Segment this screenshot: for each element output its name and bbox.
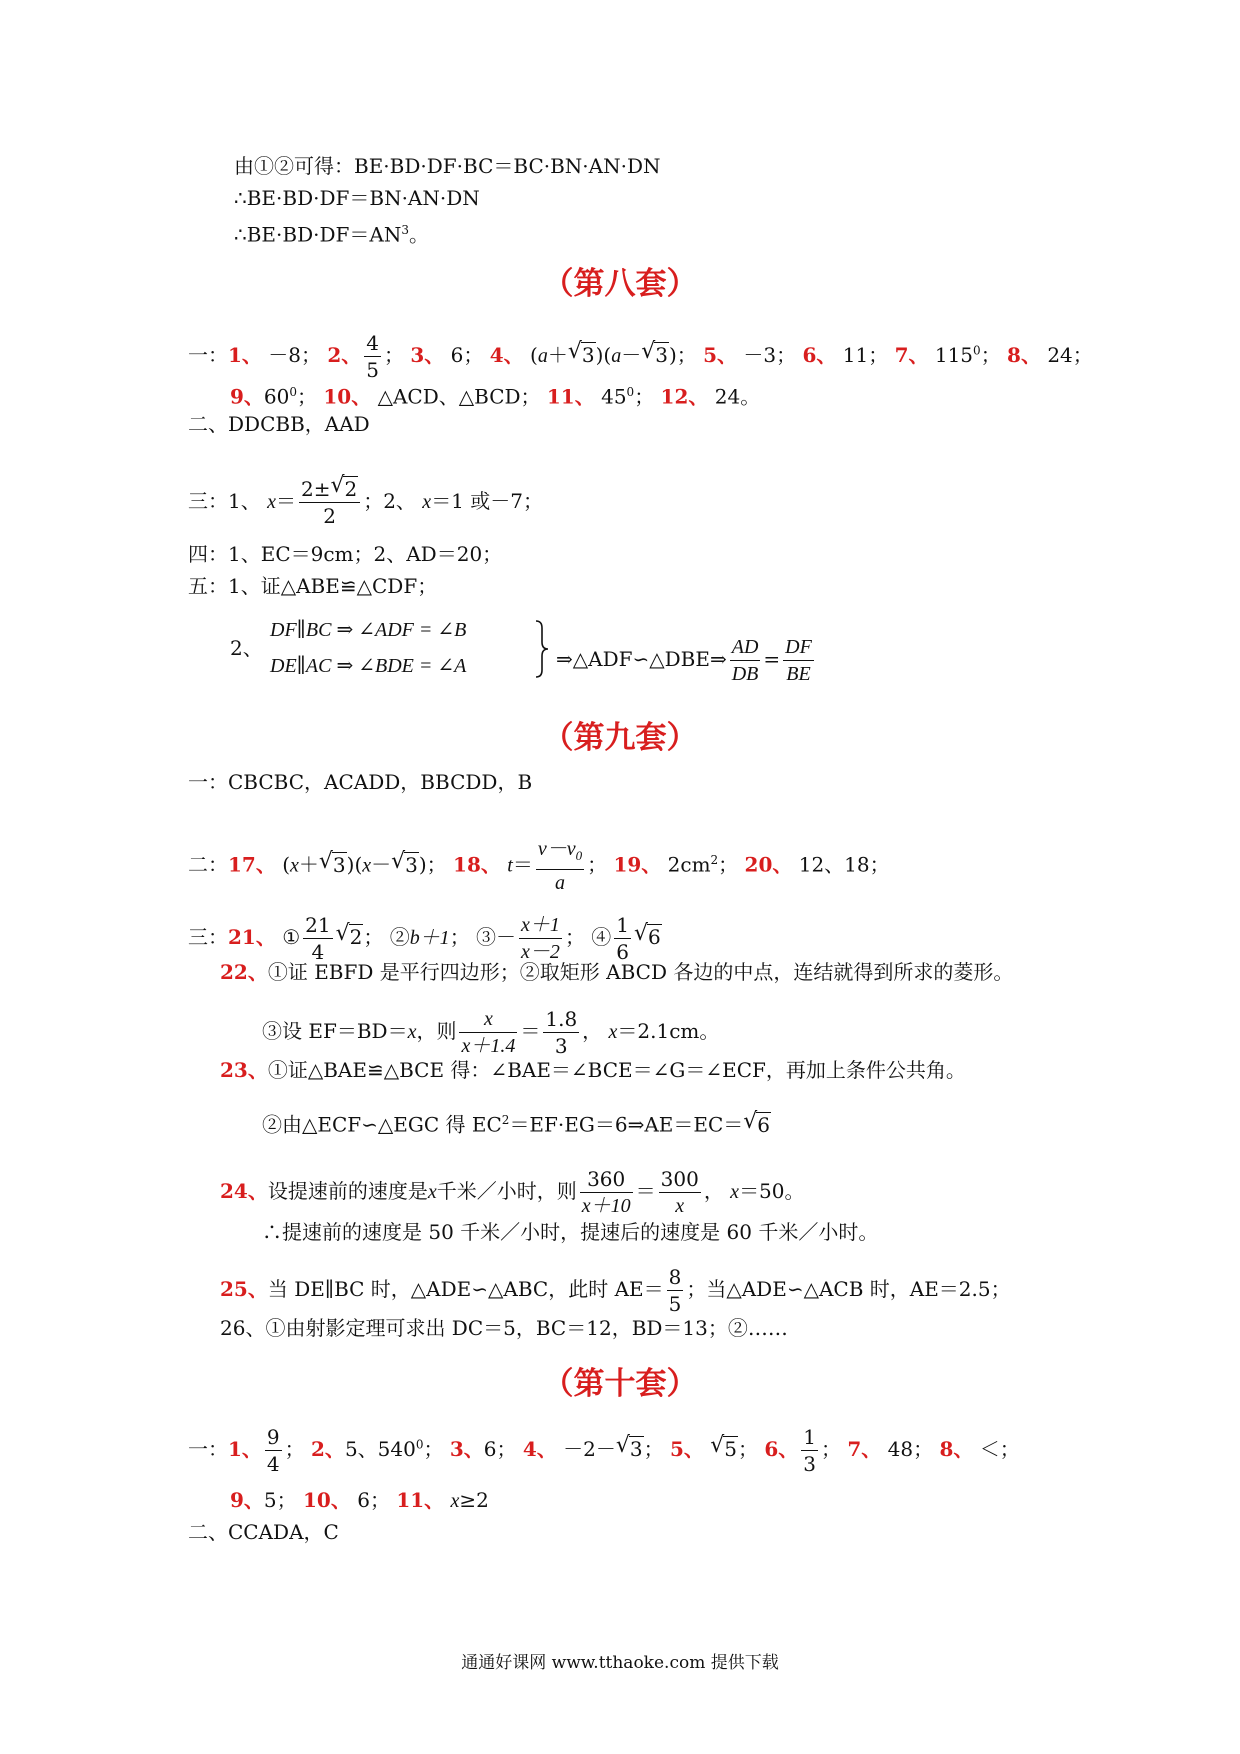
set-8-part-1-line-2: 9、$60^0$； 10、 △ACD、△BCD； 11、 $45^0$； 12、 24。: [230, 384, 761, 409]
set-8-title: （第八套）: [542, 266, 698, 302]
set-9-part-2: 二：17、 (x＋√ 3)(x－√ 3)； 18、 t＝ $\frac{v-v_0}{a}$ ； 19、 $2cm^2$； 20、 12、18；: [188, 836, 890, 896]
radical: √ 6: [743, 1111, 771, 1139]
set-8-part-2: 二、DDCBB，AAD: [188, 412, 370, 436]
similar-triangle-conclusion: ⇒△ADF∽△DBE⇒ $\frac{AD}{DB}$ = $\frac{DF}{BE}$: [556, 636, 812, 685]
set-9-question-24-line-2: ∴提速前的速度是 50 千米／小时，提速后的速度是 60 千米／小时。: [262, 1220, 879, 1244]
set-10-part-1-line-2: 9、5； 10、 6； 11、 x≥2: [230, 1488, 489, 1512]
set-9-title: （第九套）: [542, 720, 698, 756]
proof-line-1: 由①②可得：BE·BD·DF·BC＝BC·BN·AN·DN: [234, 154, 661, 178]
set-8-part-5-label: 2、: [230, 636, 263, 660]
set-10-title: （第十套）: [542, 1366, 698, 1402]
set-8-part-5-line-1: 五：1、证△ABE≌△CDF；: [188, 574, 438, 598]
set-9-question-26: 26、①由射影定理可求出 DC＝5，BC＝12，BD＝13；②……: [220, 1316, 788, 1340]
fraction: $\frac{x}{x+1.4}$: [461, 1008, 516, 1057]
fraction: $\frac{1}{6}$: [616, 913, 630, 964]
set-9-part-1: 一：CBCBC，ACADD，BBCDD，B: [188, 770, 533, 794]
radical: √ 6: [634, 923, 662, 951]
set-9-question-22-line-2: ③设 EF＝BD＝x，则 $\frac{x}{x+1.4}$ ＝ $\frac{1.8}{3}$ ， x＝2.1cm。: [262, 1007, 720, 1058]
set-9-question-23-line-1: 23、①证△BAE≌△BCE 得：∠BAE＝∠BCE＝∠G＝∠ECF，再加上条件公共角。: [220, 1058, 966, 1082]
fraction: $\frac{v-v_0}{a}$: [537, 838, 583, 894]
fraction: $\frac{300}{x}$: [660, 1167, 699, 1217]
radical: √ 5: [710, 1435, 738, 1463]
set-10-part-2: 二、CCADA，C: [188, 1520, 339, 1544]
right-brace: [534, 620, 550, 678]
fraction: $\frac{360}{x+10}$: [581, 1167, 631, 1217]
set-8-part-3: 三：1、 x＝ $\frac{2\pm√ 2}{2}$ ；2、 x＝1 或－7；: [188, 476, 543, 529]
set-9-question-23-line-2: ②由△ECF∽△EGC 得 $EC^2=EF\cdot EG=6\Rightarrow AE=EC=√$ 6: [262, 1106, 771, 1139]
radical: √ 2: [330, 476, 358, 502]
fraction: $\frac{DF}{BE}$: [785, 636, 812, 685]
fraction: $\frac{1.8}{3}$: [545, 1007, 578, 1058]
fraction: $\frac{1}{3}$: [803, 1425, 816, 1476]
fraction: $\frac{21}{4}$: [305, 913, 331, 964]
page-footer: 通通好课网 www.tthaoke.com 提供下载: [461, 1653, 779, 1673]
radical: √ 3: [616, 1435, 644, 1463]
set-9-question-21: 三：21、 ① $\frac{21}{4}$ √ 2； ②b＋1； ③－ $\frac{x+1}{x-2}$ ； ④ $\frac{1}{6}$ √ 6: [188, 912, 662, 965]
fraction: $\frac{x+1}{x-2}$: [521, 914, 560, 963]
fraction: $\frac{9}{4}$: [266, 1425, 280, 1476]
proof-line-3: $\therefore BE\cdot BD\cdot DF=AN^3$。: [234, 222, 429, 247]
radical: √ 2: [336, 923, 364, 951]
fraction: $\frac{AD}{DB}$: [731, 636, 759, 685]
set-8-part-4: 四：1、EC＝9cm；2、AD＝20；: [188, 542, 503, 566]
set-8-part-1-line-1: 一：1、 －8； 2、 $\frac{4}{5}$ ； 3、 6； 4、 (a＋√ 3)(a－√ 3)； 5、 －3； 6、 11； 7、 $115^0$； 8、 24；: [188, 330, 1093, 383]
condition-row-1: DF∥BC ⇒ ∠ADF = ∠B: [270, 619, 467, 641]
proof-line-2: ∴BE·BD·DF＝BN·AN·DN: [234, 186, 480, 210]
set-9-question-25: 25、当 DE∥BC 时，△ADE∽△ABC，此时 AE＝ $\frac{8}{5}$ ；当△ADE∽△ACB 时，AE＝2.5；: [220, 1265, 1011, 1316]
set-9-question-24-line-1: 24、设提速前的速度是x千米／小时，则 $\frac{360}{x+10}$ ＝ $\frac{300}{x}$ ， x＝50。: [220, 1167, 805, 1217]
radical: √ 3: [391, 851, 419, 879]
fraction: $\frac{8}{5}$: [668, 1265, 682, 1316]
fraction: $\frac{4}{5}$: [366, 331, 380, 382]
radical: √ 3: [319, 851, 347, 879]
set-9-question-22-line-1: 22、①证 EBFD 是平行四边形；②取矩形 ABCD 各边的中点，连结就得到所求的菱形。: [220, 960, 1014, 984]
radical: √ 3: [641, 341, 669, 369]
condition-row-2: DE∥AC ⇒ ∠BDE = ∠A: [270, 655, 467, 677]
set-10-part-1-line-1: 一：1、 $\frac{9}{4}$ ； 2、5、$540^0$； 3、6； 4、 －2－√ 3； 5、 √ 5； 6、 $\frac{1}{3}$ ； 7、 48； 8、 ＜；: [188, 1424, 1020, 1477]
radical: √ 3: [568, 341, 596, 369]
fraction: $\frac{2\pm√ 2}{2}$: [299, 476, 360, 529]
